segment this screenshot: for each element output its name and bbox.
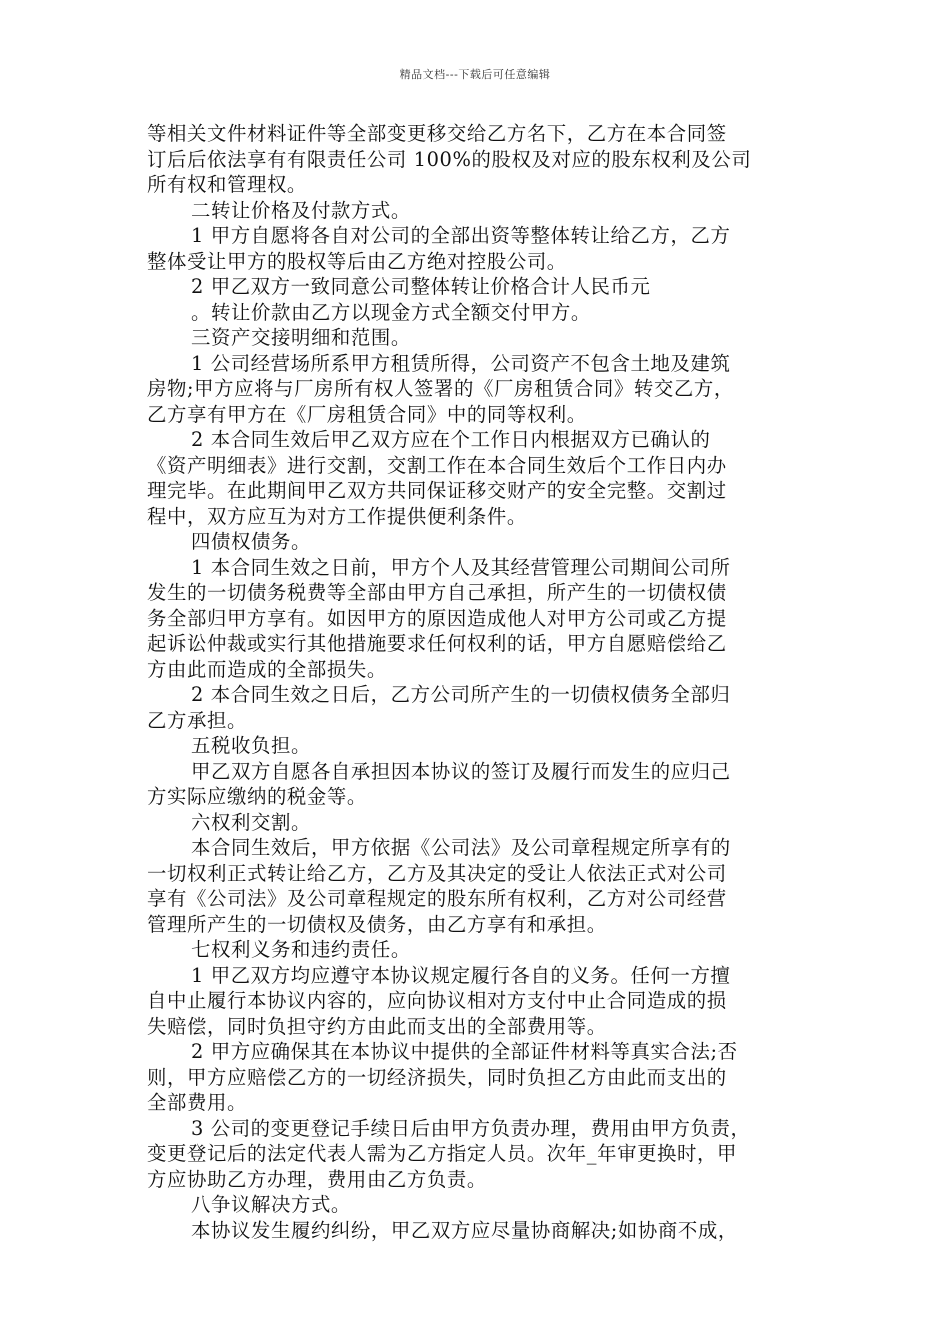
text-line: 失赔偿，同时负担守约方由此而支出的全部费用等。 xyxy=(147,1014,607,1038)
text-line: 房物;甲方应将与厂房所有权人签署的《厂房租赁合同》转交乙方， xyxy=(147,377,734,400)
text-line: 甲乙双方自愿各自承担因本协议的签订及履行而发生的应归己 xyxy=(191,759,731,783)
text-line: 二转让价格及付款方式。 xyxy=(191,198,411,222)
text-line: 订后后依法享有有限责任公司 100%的股权及对应的股东权利及公司 xyxy=(147,147,752,171)
text-line: 程中，双方应互为对方工作提供便利条件。 xyxy=(147,504,527,528)
text-line: 三资产交接明细和范围。 xyxy=(191,326,411,349)
text-line: 1 甲乙双方均应遵守本协议规定履行各自的义务。任何一方擅 xyxy=(191,963,731,987)
text-line: 整体受让甲方的股权等后由乙方绝对控股公司。 xyxy=(147,249,567,273)
text-line: 方由此而造成的全部损失。 xyxy=(147,657,387,681)
text-line: 方应协助乙方办理，费用由乙方负责。 xyxy=(147,1167,487,1191)
text-line: 六权利交割。 xyxy=(191,810,311,834)
text-line: 发生的一切债务税费等全部由甲方自己承担，所产生的一切债权债 xyxy=(147,581,727,604)
text-line: 2 本合同生效后甲乙双方应在个工作日内根据双方已确认的 xyxy=(191,428,711,451)
text-line: 管理所产生的一切债权及债务，由乙方享有和承担。 xyxy=(147,912,607,936)
text-line: 方实际应缴纳的税金等。 xyxy=(147,785,367,808)
page-header: 精品文档---下载后可任意编辑 xyxy=(399,68,551,81)
text-line: 所有权和管理权。 xyxy=(147,173,307,196)
text-line: 乙方承担。 xyxy=(147,708,247,732)
text-line: 1 甲方自愿将各自对公司的全部出资等整体转让给乙方，乙方 xyxy=(191,224,731,247)
text-line: 变更登记后的法定代表人需为乙方指定人员。次年_年审更换时，甲 xyxy=(147,1142,738,1165)
text-line: 3 公司的变更登记手续日后由甲方负责办理，费用由甲方负责， xyxy=(191,1116,751,1140)
text-line: 全部费用。 xyxy=(147,1091,247,1114)
text-line: 2 甲方应确保其在本协议中提供的全部证件材料等真实合法;否 xyxy=(191,1040,738,1063)
text-line: 理完毕。在此期间甲乙双方共同保证移交财产的安全完整。交割过 xyxy=(147,479,727,502)
text-line: 七权利义务和违约责任。 xyxy=(191,938,411,961)
text-line: 务全部归甲方享有。如因甲方的原因造成他人对甲方公司或乙方提 xyxy=(147,606,727,630)
text-line: 《资产明细表》进行交割，交割工作在本合同生效后个工作日内办 xyxy=(147,453,727,477)
text-line: 。转让价款由乙方以现金方式全额交付甲方。 xyxy=(191,300,591,324)
text-line: 享有《公司法》及公司章程规定的股东所有权利，乙方对公司经营 xyxy=(147,887,727,910)
text-line: 自中止履行本协议内容的，应向协议相对方支付中止合同造成的损 xyxy=(147,989,727,1012)
text-line: 一切权利正式转让给乙方，乙方及其决定的受让人依法正式对公司 xyxy=(147,861,727,885)
text-line: 本协议发生履约纠纷，甲乙双方应尽量协商解决;如协商不成， xyxy=(191,1218,738,1242)
text-line: 等相关文件材料证件等全部变更移交给乙方名下，乙方在本合同签 xyxy=(147,122,727,145)
text-line: 五税收负担。 xyxy=(191,734,311,757)
text-line: 1 公司经营场所系甲方租赁所得，公司资产不包含土地及建筑 xyxy=(191,351,731,375)
text-line: 2 甲乙双方一致同意公司整体转让价格合计人民币元 xyxy=(191,275,651,298)
text-line: 八争议解决方式。 xyxy=(191,1193,351,1216)
text-line: 2 本合同生效之日后，乙方公司所产生的一切债权债务全部归 xyxy=(191,683,731,706)
text-line: 乙方享有甲方在《厂房租赁合同》中的同等权利。 xyxy=(147,402,587,426)
text-line: 四债权债务。 xyxy=(191,530,311,553)
document-body xyxy=(147,121,812,1243)
text-line: 起诉讼仲裁或实行其他措施要求任何权利的话，甲方自愿赔偿给乙 xyxy=(147,632,727,655)
text-line: 1 本合同生效之日前，甲方个人及其经营管理公司期间公司所 xyxy=(191,555,731,579)
text-line: 本合同生效后，甲方依据《公司法》及公司章程规定所享有的 xyxy=(191,836,731,859)
text-line: 则，甲方应赔偿乙方的一切经济损失，同时负担乙方由此而支出的 xyxy=(147,1065,727,1089)
